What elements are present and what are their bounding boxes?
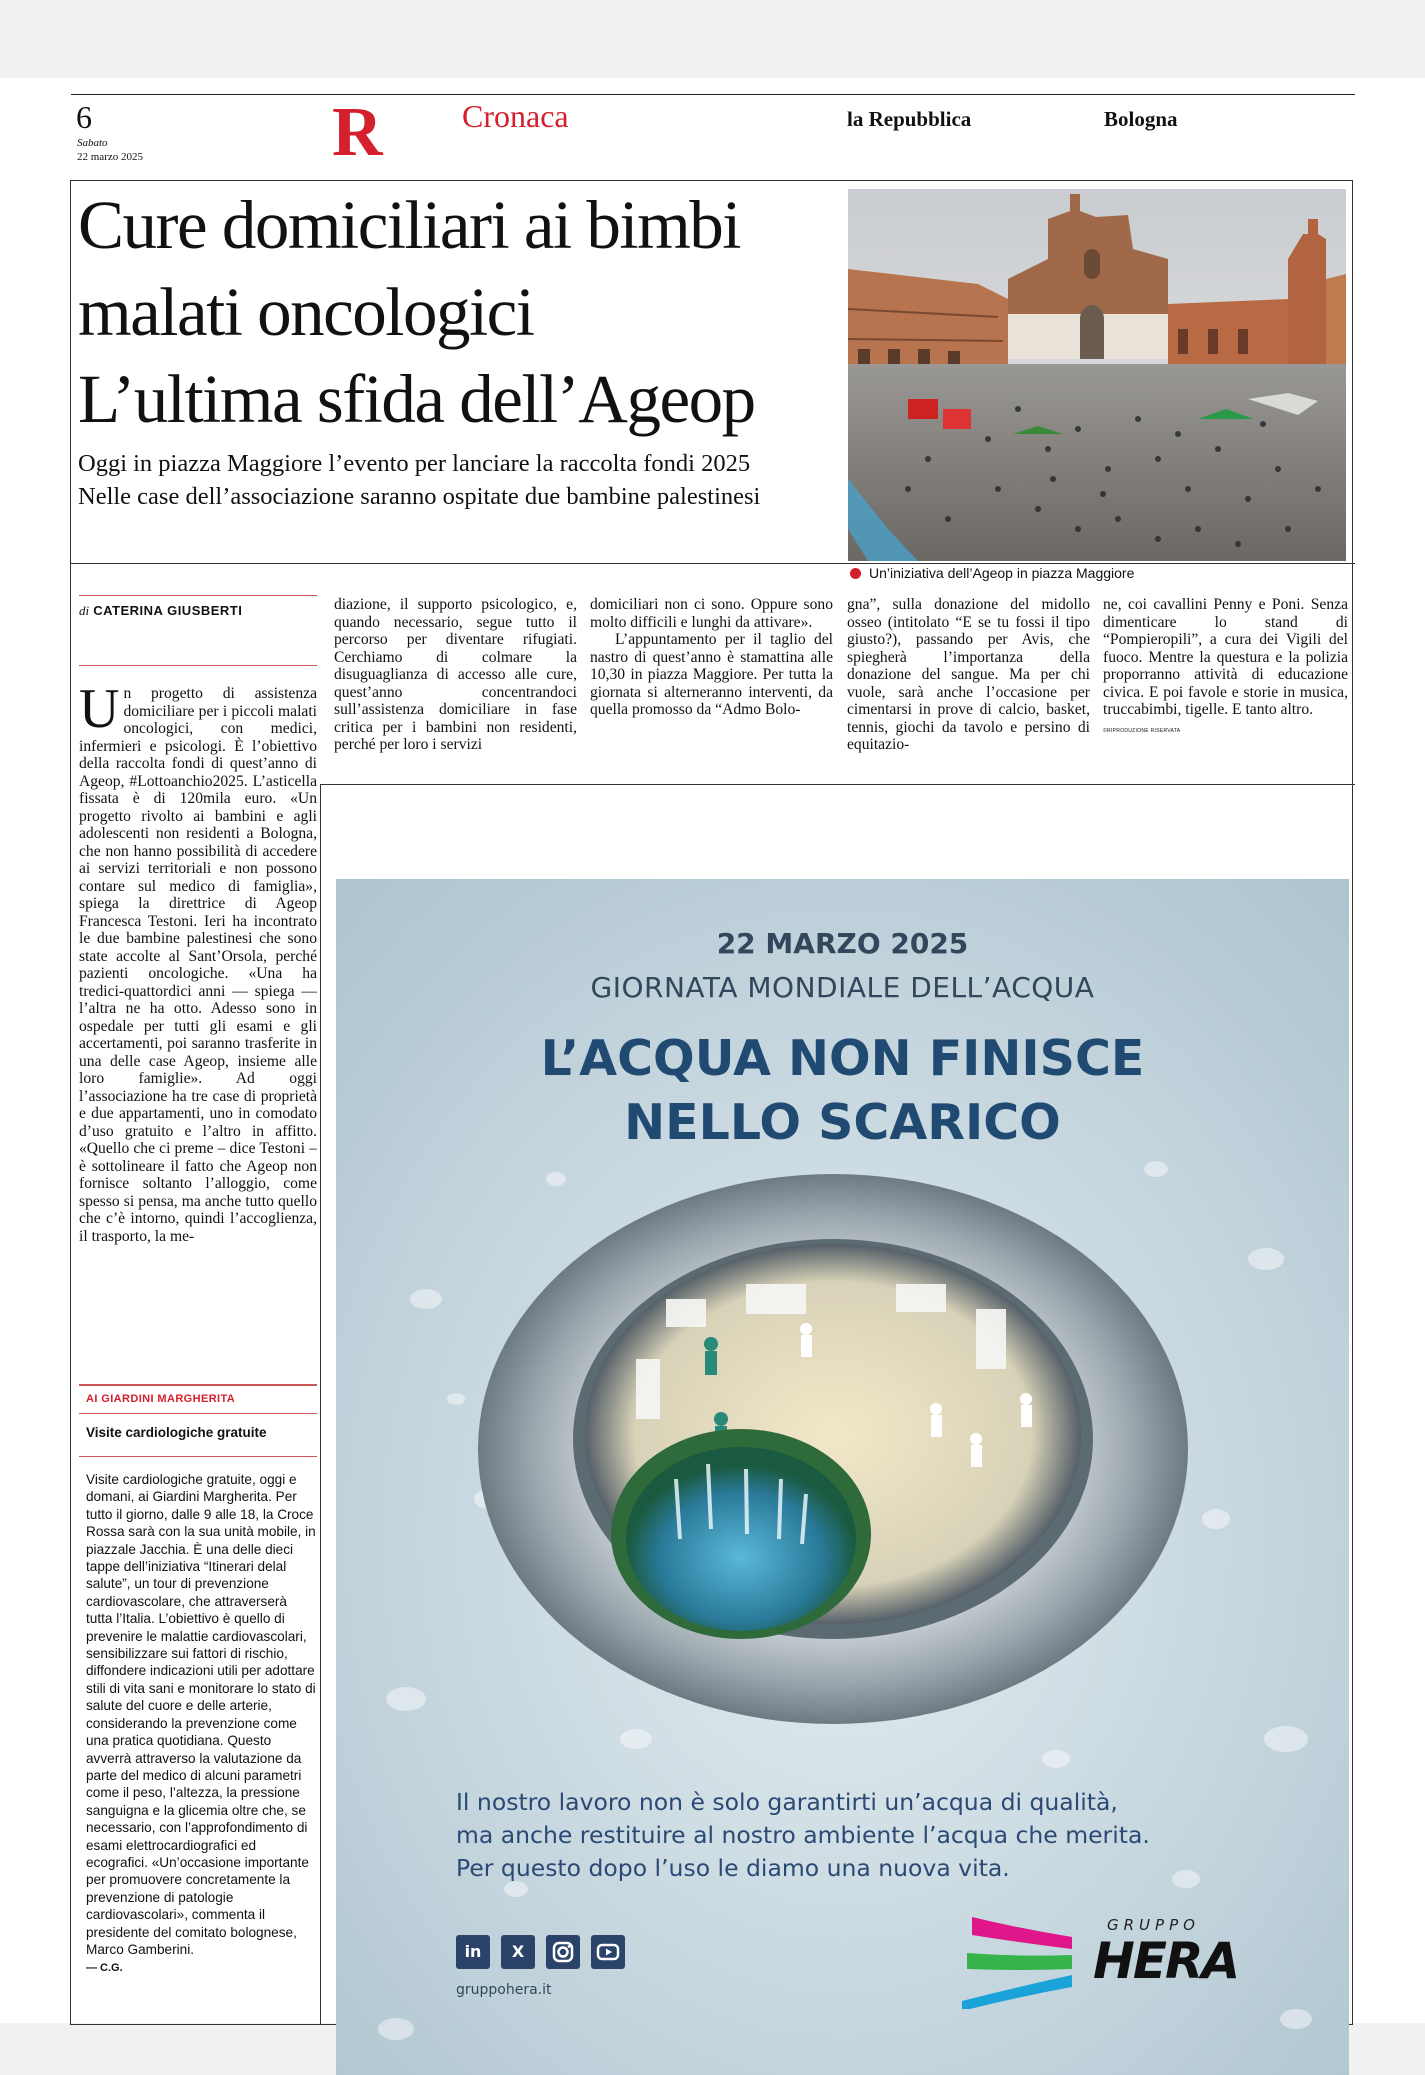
ad-body-line: Per questo dopo l’uso le diamo una nuova vita. — [456, 1854, 1010, 1882]
edition-name: Bologna — [1104, 107, 1178, 131]
byline-prefix: di — [79, 603, 90, 618]
newspaper-name: la Repubblica — [847, 107, 972, 131]
ad-website-link[interactable]: gruppohera.it — [456, 1982, 552, 1998]
linkedin-icon[interactable]: in — [456, 1935, 490, 1969]
sidebar-rule — [79, 1456, 317, 1457]
ad-title — [336, 1027, 1349, 1155]
hera-logo-stripes — [962, 1909, 1102, 2009]
byline-rule — [79, 595, 317, 596]
sidebar-rule — [79, 1413, 317, 1414]
rights-notice: ©RIPRODUZIONE RISERVATA — [1103, 727, 1181, 734]
newspaper-page — [0, 78, 1425, 2023]
column-text: domiciliari non ci sono. Oppure sono molto difficili e lunghi da attivare». — [590, 596, 833, 631]
column-text: ne, coi cavallini Penny e Poni. Senza dimenticare lo stand di “Pompieropili”, a cura dei Vigili del fuoco. Mentre la questura e la polizia proporranno attività di educazione civica. E poi favole e storie in musica, truccabimbi, tigelle. E tanto altro. — [1103, 596, 1348, 718]
ad-body-text — [456, 1786, 1276, 1885]
article-column-4: gna”, sulla donazione del midollo osseo (intitolato “E se tu fossi il tipo giusto?), passando per Avis, che spiegherà l’importanza della donazione del sangue. Ma per chi vuole, sarà anche l’occasione per cimentarsi in prove di calcio, basket, tennis, giochi da tavolo e persino di equitazio- — [847, 596, 1090, 753]
byline-name: CATERINA GIUSBERTI — [93, 603, 243, 618]
ad-body-line: Il nostro lavoro non è solo garantirti un’acqua di qualità, — [456, 1788, 1118, 1816]
top-rule — [71, 94, 1355, 95]
headline-line: malati oncologici — [78, 274, 534, 350]
photo-illustration — [848, 189, 1346, 561]
instagram-glyph — [546, 1935, 580, 1969]
column-text: n progetto di assistenza domiciliare per i piccoli malati oncologici, con medici, infermieri e psicologi. È l’obiettivo della raccolta fondi di quest’anno di Ageop, #Lottoanchio2025. L’asticella fissata è di 120mila euro. «Un progetto rivolto ai bambini e agli adolescenti non residenti a Bologna, che non hanno possibilità di accedere ai servizi territoriali e non possono contare sul medico di famiglia», spiega la direttrice di Ageop Francesca Testoni. Ieri ha incontrato le due bambine palestinesi che sono state accolte al Sant’Orsola, perché pazienti oncologiche. «Una ha tredici-quattordici anni — spiega — l’altra ne ha otto. Adesso sono in ospedale per tutti gli esami e gli accertamenti, poi saranno trasferite in una delle case Ageop, insieme alle loro famiglie». Ad oggi l’associazione ha tre case di proprietà e due appartamenti, uno in comodato d’uso gratuito e l’altro in affitto. «Quello che ci preme – dice Testoni – è sottolineare il fatto che Ageop non fornisce soltanto l’alloggio, come spesso si pensa, ma anche tutto quello che c’è intorno, quindi l’accoglienza, il trasporto, la me- — [79, 685, 317, 1245]
headline-line: Cure domiciliari ai bimbi — [78, 187, 740, 263]
ad-date: 22 MARZO 2025 — [716, 927, 969, 960]
ad-body-line: ma anche restituire al nostro ambiente l’acqua che merita. — [456, 1821, 1150, 1849]
page-date: 22 marzo 2025 — [77, 151, 143, 163]
page-day: Sabato — [77, 137, 108, 149]
article-column-1 — [79, 685, 317, 1360]
byline — [79, 603, 242, 619]
subhead-line: Nelle case dell’associazione saranno ospitate due bambine palestinesi — [78, 483, 761, 510]
sidebar-kicker: AI GIARDINI MARGHERITA — [86, 1393, 236, 1405]
youtube-glyph — [591, 1935, 625, 1969]
article-column-2: diazione, il supporto psicologico, e, quando necessario, segue tutto il percorso per diventare rifugiati. Cerchiamo di colmare la disuguaglianza di accesso alle cure, quest’anno concentrandoci sull’assistenza domiciliare in fase critica per i bambini non residenti, perché per loro i servizi — [334, 596, 577, 753]
section-name: Cronaca — [462, 98, 569, 134]
youtube-icon[interactable] — [591, 1935, 625, 1969]
hera-brand-name: HERA — [1093, 1932, 1239, 1990]
sidebar-text: Visite cardiologiche gratuite, oggi e domani, ai Giardini Margherita. Per tutto il giorno, dalle 9 alle 18, la Croce Rossa sarà con la sua unità mobile, in piazzale Jacchia. È una delle dieci tappe dell’iniziativa “Itinerari delal salute”, un tour di prevenzione cardiovascolare, che attraverserà tutta l’Italia. L’obiettivo è quello di prevenire le malattie cardiovascolari, sensibilizzare sui fattori di rischio, diffondere indicazioni utili per adottare stili di vita sani e monitorare lo stato di salute del cuore e delle arterie, considerando la prevenzione come una pratica quotidiana. Questo avverrà attraverso la valutazione da parte del medico di alcuni parametri come il peso, l’altezza, la pressione sanguigna e la glicemia oltre che, se necessario, con l’approfondimento di esami elettrocardiografici ed ecografici. «Un’occasione importante per promuovere concretamente la prevenzione di patologie cardiovascolari», commenta il presidente del comitato bolognese, Marco Gamberini. — [86, 1472, 316, 1957]
caption-text: Un’iniziativa dell’Ageop in piazza Maggiore — [869, 565, 1135, 581]
subheadline — [78, 447, 848, 513]
article-column-5 — [1103, 596, 1348, 740]
sidebar-rule — [79, 1384, 317, 1386]
sidebar-divider — [320, 784, 321, 2025]
headline — [78, 182, 838, 443]
sidebar-body — [86, 1471, 317, 1978]
ad-top-divider — [320, 784, 1355, 785]
caption-dot-icon — [850, 568, 861, 579]
page-number: 6 — [76, 99, 92, 135]
sidebar-signature: — C.G. — [86, 1962, 123, 1975]
column-text: L’appuntamento per il taglio del nastro di quest’anno è stamattina alle 10,30 in piazza Maggiore. Per tutta la giornata si alterneranno interventi, da quella promosso da “Admo Bolo- — [590, 631, 834, 718]
sidebar-title: Visite cardiologiche gratuite — [86, 1425, 267, 1440]
hera-advertisement — [336, 879, 1349, 2075]
repubblica-logo: R — [332, 94, 383, 171]
instagram-icon[interactable] — [546, 1935, 580, 1969]
ad-title-line: L’ACQUA NON FINISCE — [540, 1030, 1145, 1087]
article-column-3 — [590, 596, 833, 719]
byline-rule — [79, 665, 317, 666]
drop-cap: U — [79, 685, 120, 740]
headline-line: L’ultima sfida dell’Ageop — [78, 361, 755, 437]
ad-title-line: NELLO SCARICO — [624, 1094, 1061, 1151]
x-icon[interactable]: X — [501, 1935, 535, 1969]
ad-world-water-day: GIORNATA MONDIALE DELL’ACQUA — [590, 971, 1095, 1004]
hera-gruppo-label: GRUPPO — [1107, 1916, 1200, 1934]
photo-caption — [848, 563, 1346, 583]
piazza-maggiore-photo — [848, 189, 1346, 561]
subhead-line: Oggi in piazza Maggiore l’evento per lanciare la raccolta fondi 2025 — [78, 450, 751, 477]
